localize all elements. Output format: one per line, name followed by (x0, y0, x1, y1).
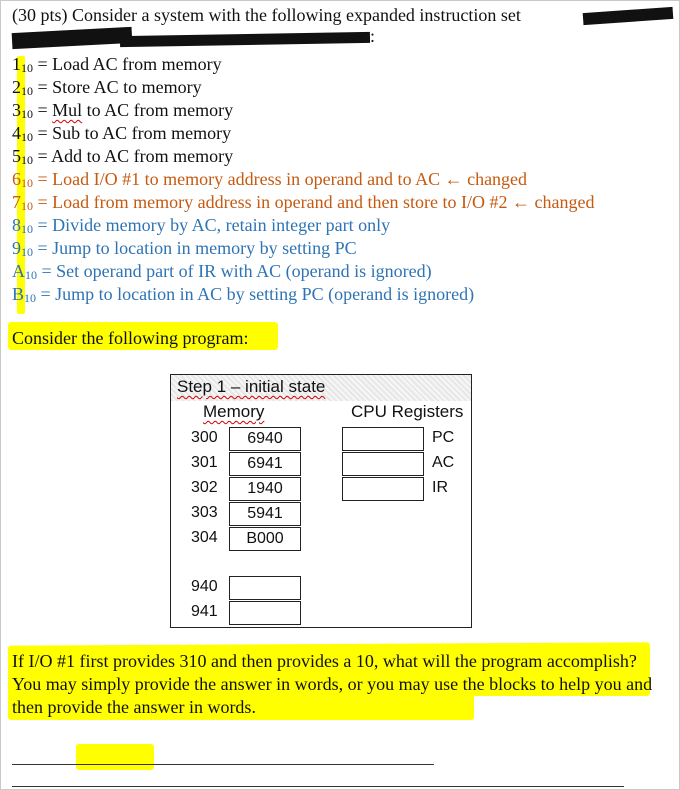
question-title: (30 pts) Consider a system with the following expanded instruction set (12, 5, 521, 25)
opcode-base: 10 (21, 245, 33, 259)
opcode-number: 4 (12, 123, 21, 143)
opcode-base: 10 (21, 107, 33, 121)
instruction-line (12, 191, 595, 213)
opcode-base: 10 (21, 84, 33, 98)
opcode-base: 10 (25, 268, 37, 282)
memory-cell[interactable]: B000 (229, 527, 301, 551)
memory-address: 301 (191, 454, 218, 471)
data-cell[interactable] (229, 576, 301, 600)
opcode-number: 9 (12, 238, 21, 258)
spellcheck-word: Mul (52, 100, 83, 120)
data-address: 941 (191, 603, 218, 620)
step-label: Step 1 – initial state (177, 377, 326, 396)
opcode-number: B (12, 284, 25, 304)
answer-line[interactable] (12, 764, 434, 765)
opcode-number: 5 (12, 146, 21, 166)
memory-address: 303 (191, 504, 218, 521)
instruction-text: = Load I/O #1 to memory address in operand and to AC ← changed (33, 169, 528, 189)
instruction-prefix: = (33, 100, 53, 120)
opcode-base: 10 (21, 176, 33, 190)
instruction-line (12, 214, 390, 236)
memory-cell[interactable]: 1940 (229, 477, 301, 501)
instruction-line (12, 76, 202, 98)
opcode-number: 8 (12, 215, 21, 235)
opcode-number: 6 (12, 169, 21, 189)
instruction-text: = Set operand part of IR with AC (operand is ignored) (37, 261, 432, 281)
instruction-text: = Jump to location in memory by setting PC (33, 238, 357, 258)
instruction-line (12, 260, 432, 282)
instruction-text: = Divide memory by AC, retain integer part only (33, 215, 391, 235)
register-label: AC (432, 454, 455, 471)
answer-line[interactable] (12, 786, 624, 787)
cpu-registers-label (351, 402, 463, 422)
instruction-text: to AC from memory (82, 100, 234, 120)
instruction-line (12, 283, 474, 305)
register-cell-pc[interactable] (342, 427, 424, 451)
opcode-base: 10 (21, 153, 33, 167)
answer-highlight (76, 744, 154, 770)
opcode-number: 2 (12, 77, 21, 97)
opcode-number: 1 (12, 54, 21, 74)
data-address: 940 (191, 578, 218, 595)
memory-cell[interactable]: 5941 (229, 502, 301, 526)
instruction-text: = Store AC to memory (33, 77, 202, 97)
memory-address: 304 (191, 529, 218, 546)
instruction-text: = Sub to AC from memory (33, 123, 232, 143)
memory-address: 300 (191, 429, 218, 446)
opcode-number: 7 (12, 192, 21, 212)
register-cell-ac[interactable] (342, 452, 424, 476)
opcode-base: 10 (21, 61, 33, 75)
instruction-line (12, 99, 233, 121)
instruction-line (12, 168, 527, 190)
register-label: IR (432, 479, 448, 496)
instruction-text: = Load from memory address in operand and then store to I/O #2 ← changed (33, 192, 595, 212)
opcode-base: 10 (24, 291, 37, 305)
title-colon: : (370, 26, 376, 46)
instruction-text: = Add to AC from memory (33, 146, 234, 166)
instruction-line (12, 237, 357, 259)
instruction-line (12, 122, 231, 144)
instruction-text: = Load AC from memory (33, 54, 222, 74)
program-state-table (170, 374, 472, 628)
question-text: If I/O #1 first provides 310 and then provides a 10, what will the program accomplish? You may simply provide the answer in words, or you may use the blocks to help you and then provide the answer in words. (12, 651, 653, 717)
opcode-number: A (12, 261, 25, 281)
memory-cell[interactable]: 6941 (229, 452, 301, 476)
memory-label: Memory (203, 402, 265, 421)
instruction-line (12, 145, 233, 167)
opcode-base: 10 (21, 222, 33, 236)
instruction-line (12, 53, 222, 75)
memory-cell[interactable]: 6940 (229, 427, 301, 451)
memory-address: 302 (191, 479, 218, 496)
opcode-base: 10 (21, 130, 33, 144)
register-label: PC (432, 429, 455, 446)
cpu-registers-text: CPU Registers (351, 402, 464, 421)
opcode-base: 10 (21, 199, 33, 213)
program-intro: Consider the following program: (12, 328, 249, 348)
data-cell[interactable] (229, 601, 301, 625)
register-cell-ir[interactable] (342, 477, 424, 501)
instruction-text: = Jump to location in AC by setting PC (operand is ignored) (36, 284, 475, 304)
opcode-number: 3 (12, 100, 21, 120)
